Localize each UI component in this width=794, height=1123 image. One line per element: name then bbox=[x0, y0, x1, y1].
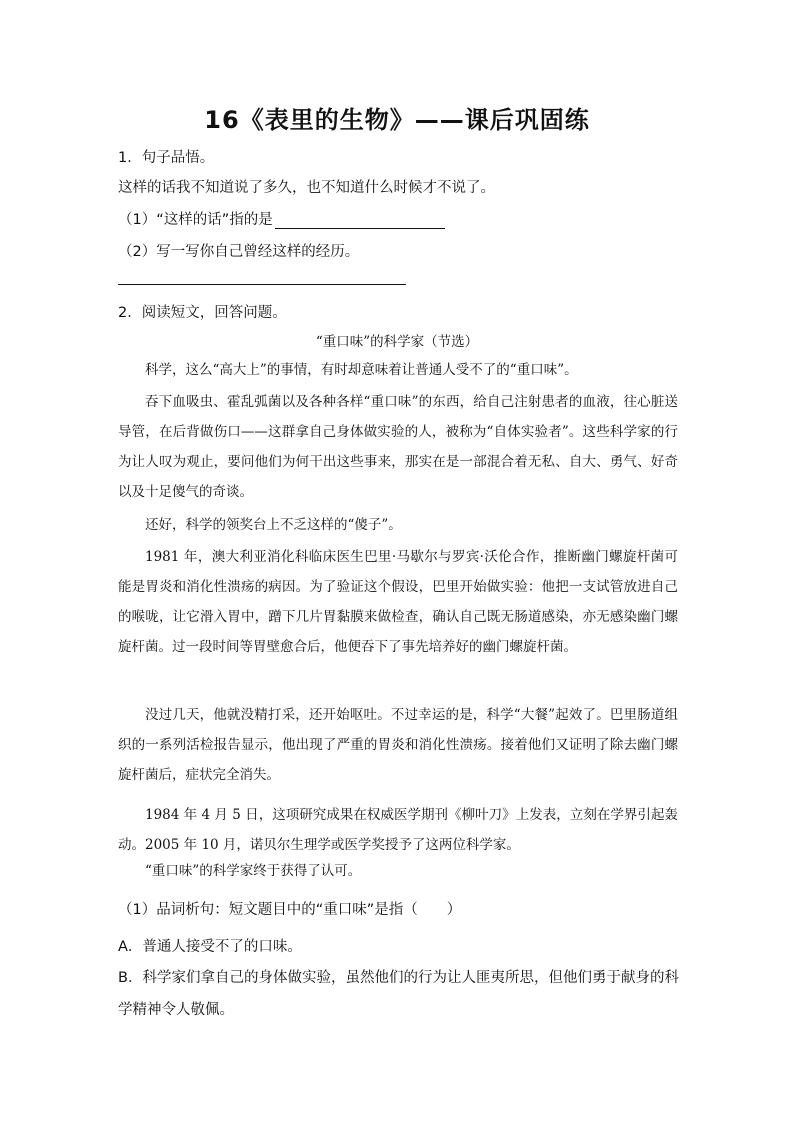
question-2-sub1: （1）品词析句：短文题目中的“重口味”是指（ ） bbox=[118, 902, 462, 918]
option-a: A．普通人接受不了的口味。 bbox=[118, 939, 302, 955]
passage-paragraph: 还好，科学的领奖台上不乏这样的“傻子”。 bbox=[145, 517, 402, 533]
passage-paragraph: 1981 年，澳大利亚消化科临床医生巴里·马歇尔与罗宾·沃伦合作，推断幽门螺旋杆菌可能是胃炎和消化性溃疡的病因。为了验证这个假设，巴里开始做实验：他把一支试管放进自己的喉咙，让它滑入胃中，蹭下几片胃黏膜来做检查，确认自己既无肠道感染，亦无感染幽门螺旋杆菌。过一段时间等胃壁愈合后，他便吞下了事先培养好的幽门螺旋杆菌。 bbox=[118, 549, 678, 655]
question-1-sentence: 这样的话我不知道说了多久，也不知道什么时候才不说了。 bbox=[118, 180, 495, 196]
question-2-label: 2．阅读短文，回答问题。 bbox=[118, 305, 287, 321]
option-b-line1: B．科学家们拿自己的身体做实验，虽然他们的行为让人匪夷所思，但他们勇于献身的科 bbox=[118, 970, 679, 986]
passage-paragraph: 吞下血吸虫、霍乱弧菌以及各种各样“重口味”的东西，给自己注射患者的血液，往心脏送导管，在后背做伤口——这群拿自己身体做实验的人，被称为“自体实验者”。这些科学家的行为让人叹为观止，要问他们为何干出这些事来，那实在是一部混合着无私、自大、勇气、好奇以及十足傻气的奇谈。 bbox=[118, 394, 678, 500]
passage-paragraph: 科学，这么“高大上”的事情，有时却意味着让普通人受不了的“重口味”。 bbox=[145, 362, 578, 378]
passage-title: “重口味”的科学家（节选） bbox=[315, 334, 479, 350]
question-1-label: 1．句子品悟。 bbox=[118, 150, 215, 166]
question-1-sub1-text: （1）“这样的话”指的是 bbox=[118, 212, 273, 228]
page-title: 16《表里的生物》——课后巩固练 bbox=[204, 106, 590, 134]
passage-paragraph: 1984 年 4 月 5 日，这项研究成果在权威医学期刊《柳叶刀》上发表，立刻在学界引起轰动。2005 年 10 月，诺贝尔生理学或医学奖授予了这两位科学家。 bbox=[118, 807, 678, 853]
answer-line bbox=[118, 284, 406, 285]
question-1-sub1 bbox=[118, 208, 445, 229]
passage-paragraph: 没过几天，他就没精打采，还开始呕吐。不过幸运的是，科学“大餐”起效了。巴里肠道组织的一系列活检报告显示，他出现了严重的胃炎和消化性溃疡。接着他们又证明了除去幽门螺旋杆菌后，症状完全消失。 bbox=[118, 707, 678, 783]
answer-line bbox=[275, 213, 445, 229]
passage-paragraph: “重口味”的科学家终于获得了认可。 bbox=[145, 863, 362, 879]
question-1-sub2: （2）写一写你自己曾经这样的经历。 bbox=[118, 244, 360, 260]
option-b-line2: 学精神令人敬佩。 bbox=[118, 1002, 234, 1018]
